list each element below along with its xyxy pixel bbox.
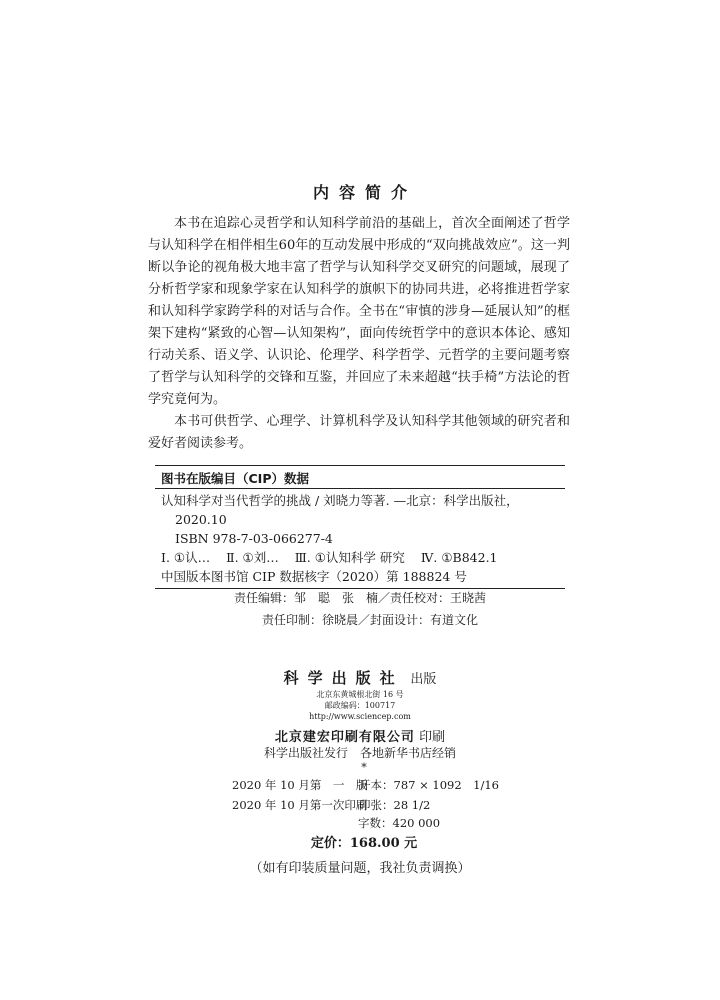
publisher-verb: 出版 — [410, 672, 437, 687]
cip-title-line: 认知科学对当代哲学的挑战 / 刘晓力等著. —北京：科学出版社， — [161, 493, 519, 508]
cip-isbn: ISBN 978-7-03-066277-4 — [175, 531, 333, 546]
printer-verb: 印刷 — [419, 730, 446, 745]
cip-block — [155, 465, 565, 589]
format-info: 开本：787 × 1092 1/16 — [359, 778, 499, 792]
synopsis-paragraph: 本书在追踪心灵哲学和认知科学前沿的基础上，首次全面阐述了哲学与认知科学在相伴相生60年的互动发展中形成的“双向挑战效应”。这一判断以争论的视角极大地丰富了哲学与认知科学交叉研究的问题域，展现了分析哲学家和现象学家在认知科学的旗帜下的协同共进，必将推进哲学家和认知科学家跨学科的对话与合作。全书在“审慎的涉身—延展认知”的框架下建构“紧致的心智—认知架构”，面向传统哲学中的意识本体论、感知行动关系、语义学、认识论、伦理学、科学哲学、元哲学的主要问题考察了哲学与认知科学的交锋和互鉴，并回应了未来超越“扶手椅”方法论的哲学究竟何为。 — [148, 216, 570, 407]
quality-notice: （如有印装质量问题，我社负责调换） — [249, 861, 471, 876]
price-value: 168.00 元 — [349, 836, 418, 851]
cip-date-line: 2020.10 — [175, 512, 227, 527]
synopsis-title: 内容简介 — [312, 183, 417, 202]
cip-class-item: Ⅱ. ①刘… — [226, 550, 279, 565]
printing-info: 2020 年 10 月第一次印刷 — [232, 798, 368, 812]
publisher-postcode: 邮政编码：100717 — [324, 701, 396, 710]
sheets-info: 印张：28 1/2 — [359, 798, 431, 812]
cip-class-item: Ⅰ. ①认… — [161, 550, 211, 565]
editor-credits: 责任编辑：邹 聪 张 楠／责任校对：王晓茜 — [233, 591, 486, 605]
spec-row-printing — [232, 797, 431, 813]
distribution-line: 科学出版社发行 各地新华书店经销 — [263, 746, 456, 760]
publisher-url: http://www.sciencep.com — [309, 712, 411, 721]
printer-name: 北京建宏印刷有限公司 — [274, 730, 415, 745]
synopsis-paragraph: 本书可供哲学、心理学、计算机科学及认知科学其他领域的研究者和爱好者阅读参考。 — [148, 414, 570, 451]
publisher-line — [0, 667, 720, 688]
publisher-address: 北京东黄城根北街 16 号 — [316, 690, 404, 699]
separator-asterisk: * — [361, 761, 367, 774]
cip-header: 图书在版编目（CIP）数据 — [155, 469, 565, 489]
spec-row-edition — [232, 777, 499, 793]
word-count: 字数：420 000 — [358, 816, 441, 830]
cip-verification: 中国版本图书馆 CIP 数据核字（2020）第 188824 号 — [161, 569, 467, 584]
price-label: 定价： — [310, 836, 350, 851]
synopsis-body — [148, 213, 570, 455]
cip-classification — [155, 548, 565, 567]
edition-info: 2020 年 10 月第 一 版 — [232, 778, 368, 792]
cip-class-item: Ⅳ. ①B842.1 — [420, 550, 498, 565]
printer-line — [0, 726, 720, 745]
publisher-name: 科学出版社 — [283, 669, 404, 687]
price-line — [4, 832, 720, 851]
production-credits: 责任印制：徐晓晨／封面设计：有道文化 — [261, 613, 478, 627]
cip-class-item: Ⅲ. ①认知科学 研究 — [294, 550, 405, 565]
